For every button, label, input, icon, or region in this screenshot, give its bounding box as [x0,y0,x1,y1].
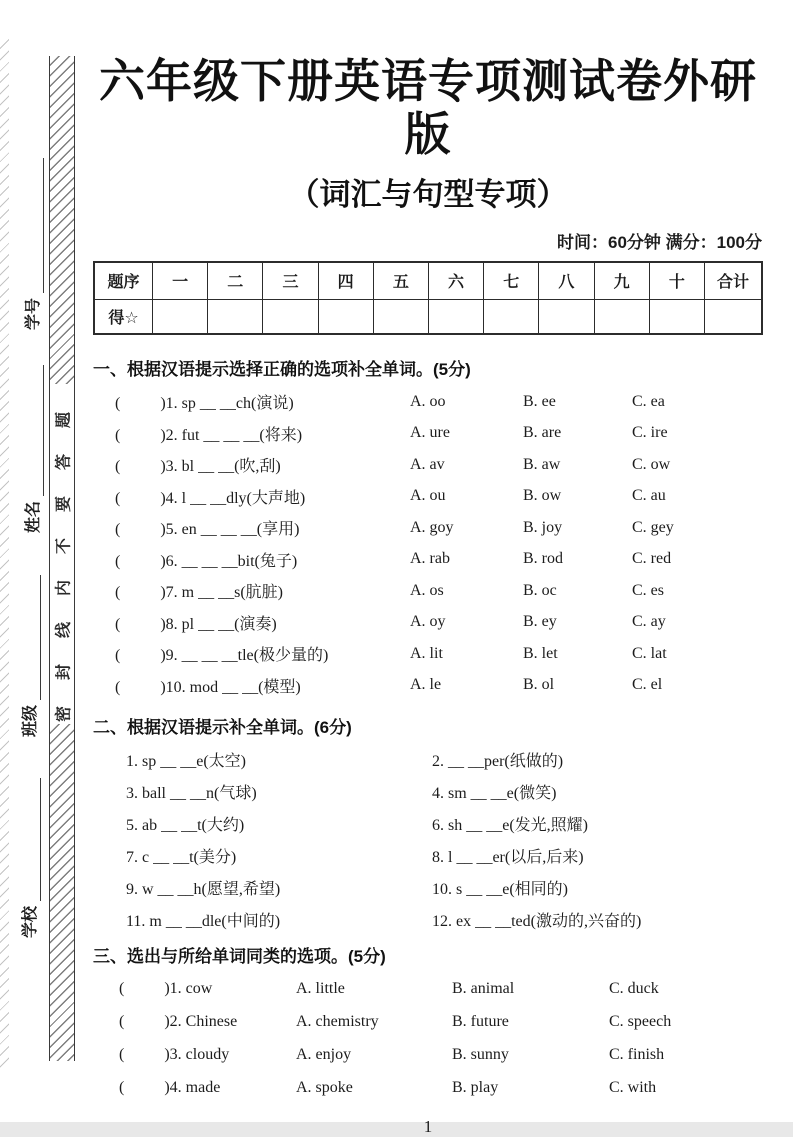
option-c: C. es [632,581,664,599]
option-b: B. aw [523,455,561,473]
option-a: A. enjoy [296,1046,352,1064]
option-a: A. goy [410,518,454,536]
fill-item: 12. ex __ __ted(激动的,兴奋的) [432,913,642,931]
option-c: C. with [609,1079,657,1097]
option-b: B. ow [523,487,562,505]
score-header-cell: 六 [428,262,483,300]
option-c: C. el [632,676,663,694]
score-cell [594,299,649,334]
question-row [93,449,763,481]
option-b: B. ol [523,676,555,694]
option-a: A. os [410,581,444,599]
question-stem: ( )1. sp __ __ch(演说) [115,395,294,413]
field-underline [22,778,41,901]
option-c: C. gey [632,518,674,536]
option-a: A. ou [410,487,446,505]
page-edge-hatch [0,38,9,1068]
score-cell [539,299,594,334]
option-c: C. ay [632,613,666,631]
option-c: C. lat [632,644,667,662]
fill-item: 2. __ __per(纸做的) [432,753,564,771]
option-a: A. chemistry [296,1013,379,1031]
option-b: B. animal [452,980,515,998]
score-row-label: 得☆ [94,299,153,334]
fill-item: 3. ball __ __n(气球) [126,785,257,803]
question-row [93,1072,763,1105]
field-label: 学号 [25,297,42,330]
option-c: C. ow [632,455,671,473]
fill-item: 9. w __ __h(愿望,希望) [126,881,281,899]
option-b: B. ee [523,392,556,410]
seal-line-band [49,56,75,1061]
question-row [93,669,763,701]
question-stem: ( )10. mod __ __(模型) [115,678,301,696]
score-cell [649,299,704,334]
option-c: C. speech [609,1013,672,1031]
score-cell [428,299,483,334]
score-cell [208,299,263,334]
option-b: B. play [452,1079,499,1097]
option-b: B. oc [523,581,557,599]
score-header-cell: 合计 [705,262,763,300]
score-header-cell: 题序 [94,262,153,300]
page-number: 1 [423,1116,433,1136]
score-header-cell: 二 [208,262,263,300]
field-student-number [22,158,44,330]
field-name [22,365,44,533]
section3-heading: 三、选出与所给单词同类的选项。(5分) [93,946,386,966]
question-stem: ( )6. __ __ __bit(兔子) [115,552,298,570]
score-cell [484,299,539,334]
option-a: A. spoke [296,1079,353,1097]
option-b: B. are [523,424,562,442]
seal-text-area [50,384,74,724]
question-row [93,575,763,607]
field-label: 姓名 [25,500,42,533]
field-class [19,575,41,737]
score-table [93,261,763,335]
option-b: B. future [452,1013,509,1031]
option-c: C. ea [632,392,665,410]
section2-items [93,744,763,936]
score-table-score-row [94,299,762,334]
section1-heading: 一、根据汉语提示选择正确的选项补全单词。(5分) [93,359,471,379]
fill-item: 4. sm __ __e(微笑) [432,785,557,803]
question-row [93,386,763,418]
score-cell [263,299,318,334]
question-row [93,417,763,449]
paper-title: 六年级下册英语专项测试卷外研版 [99,55,757,160]
option-a: A. oy [410,613,446,631]
question-stem: ( )1. cow [119,980,213,998]
paper-content [93,55,763,1137]
field-label: 班级 [22,704,39,737]
question-stem: ( )2. fut __ __ __(将来) [115,426,303,444]
seal-hatch-bottom [50,724,74,1061]
fill-item: 11. m __ __dle(中间的) [126,913,281,931]
field-underline [25,365,44,496]
option-a: A. rab [410,550,450,568]
question-stem: ( )9. __ __ __tle(极少量的) [115,647,329,665]
option-c: C. finish [609,1046,665,1064]
option-b: B. rod [523,550,563,568]
option-a: A. oo [410,392,446,410]
score-cell [153,299,208,334]
score-header-cell: 八 [539,262,594,300]
time-score-info: 时间：60分钟 满分：100分 [557,232,762,252]
question-row [93,606,763,638]
option-b: B. let [523,644,558,662]
option-c: C. au [632,487,666,505]
option-a: A. little [296,980,345,998]
question-stem: ( )5. en __ __ __(享用) [115,521,300,539]
seal-hatch-top [50,56,74,384]
question-stem: ( )3. cloudy [119,1046,230,1064]
question-row [93,973,763,1006]
field-underline [25,158,44,293]
score-header-cell: 九 [594,262,649,300]
option-a: A. av [410,455,445,473]
score-header-cell: 五 [373,262,428,300]
score-cell [373,299,428,334]
fill-item: 6. sh __ __e(发光,照耀) [432,817,588,835]
question-row [93,512,763,544]
fill-item: 8. l __ __er(以后,后来) [432,849,584,867]
question-row [93,1039,763,1072]
field-school [19,778,41,938]
option-c: C. red [632,550,672,568]
score-header-cell: 十 [649,262,704,300]
option-a: A. ure [410,424,450,442]
field-underline [22,575,41,700]
question-stem: ( )8. pl __ __(演奏) [115,615,277,633]
fill-item: 1. sp __ __e(太空) [126,753,246,771]
option-c: C. duck [609,980,659,998]
fill-item: 7. c __ __t(美分) [126,849,237,867]
question-row [93,543,763,575]
section2-heading: 二、根据汉语提示补全单词。(6分) [93,717,352,737]
question-row [93,480,763,512]
option-b: B. joy [523,518,563,536]
question-row [93,638,763,670]
score-header-cell: 四 [318,262,373,300]
option-c: C. ire [632,424,668,442]
option-a: A. le [410,676,442,694]
score-table-header-row [94,262,762,300]
question-stem: ( )4. l __ __dly(大声地) [115,489,306,507]
fill-item: 5. ab __ __t(大约) [126,817,245,835]
section3-questions [93,973,763,1105]
option-b: B. sunny [452,1046,509,1064]
option-b: B. ey [523,613,557,631]
option-a: A. lit [410,644,443,662]
question-stem: ( )2. Chinese [119,1013,238,1031]
score-cell [705,299,763,334]
question-stem: ( )4. made [119,1079,221,1097]
section1-questions [93,386,763,701]
fill-item: 10. s __ __e(相同的) [432,881,568,899]
question-row [93,1006,763,1039]
question-stem: ( )3. bl __ __(吹,刮) [115,458,281,476]
score-header-cell: 七 [484,262,539,300]
question-stem: ( )7. m __ __s(肮脏) [115,584,283,602]
score-header-cell: 三 [263,262,318,300]
score-header-cell: 一 [153,262,208,300]
paper-subtitle: （词汇与句型专项） [288,176,568,212]
score-cell [318,299,373,334]
field-label: 学校 [22,905,39,938]
seal-text: 密封线内不要答题 [55,385,73,723]
